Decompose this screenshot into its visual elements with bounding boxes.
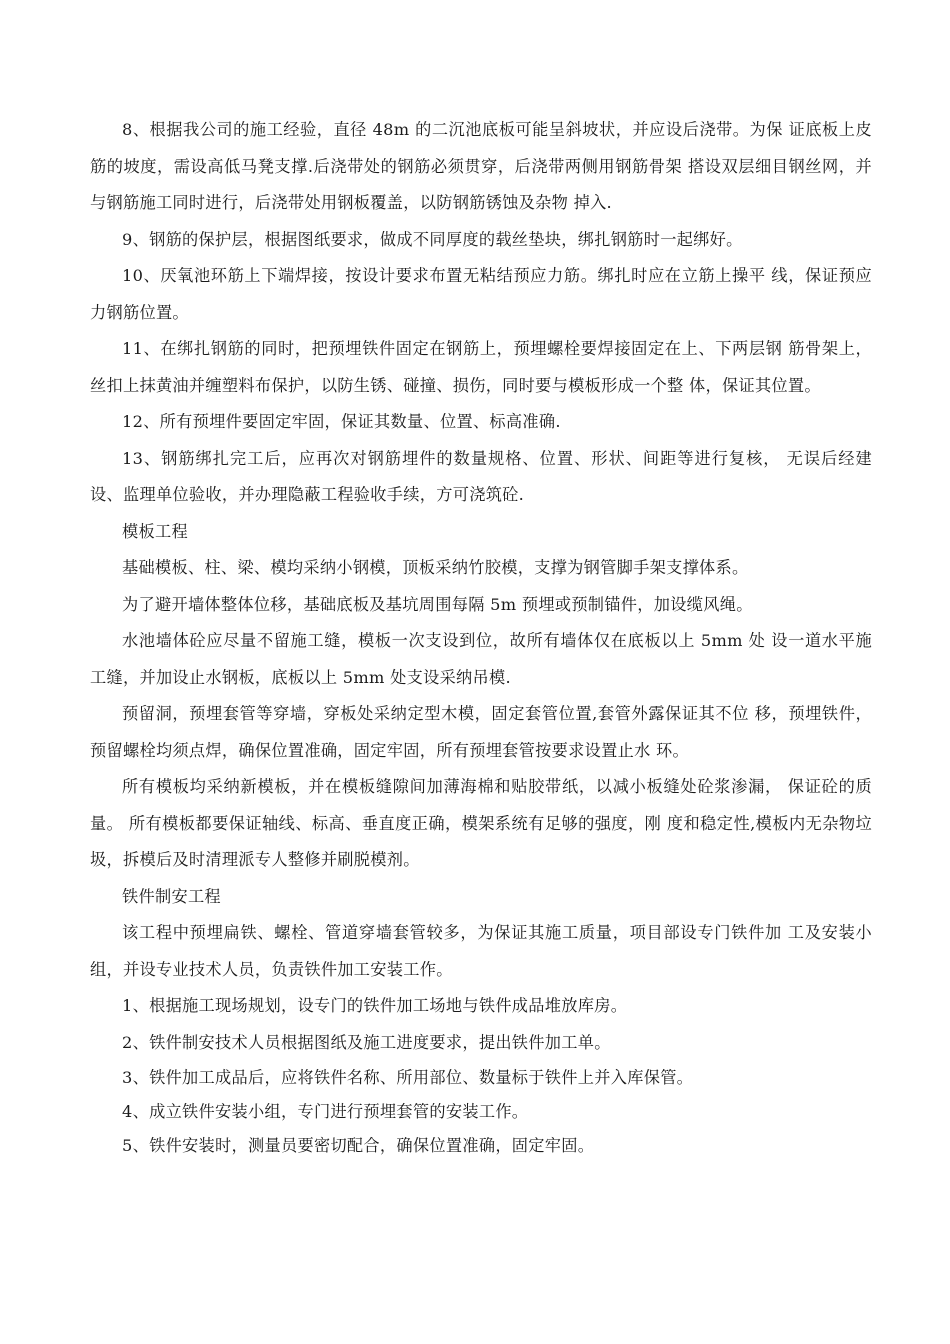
paragraph-iron-3: 3、铁件加工成品后，应将铁件名称、所用部位、数量标于铁件上并入库保管。 xyxy=(122,1068,694,1087)
paragraph-iron-4: 4、成立铁件安装小组，专门进行预埋套管的安装工作。 xyxy=(122,1102,529,1121)
paragraph-iron-1: 1、根据施工现场规划，设专门的铁件加工场地与铁件成品堆放库房。 xyxy=(122,996,628,1015)
section-heading-formwork: 模板工程 xyxy=(122,521,188,541)
paragraph-formwork-2: 为了避开墙体整体位移，基础底板及基坑周围每隔 5m 预埋或预制锚件，加设缆风绳。 xyxy=(122,594,753,614)
paragraph-rebar-10: 10、厌氧池环筋上下端焊接，按设计要求布置无粘结预应力筋。绑扎时应在立筋上操平 线，保证预应力钢筋位置。 xyxy=(90,266,872,322)
section-heading-iron-parts: 铁件制安工程 xyxy=(122,886,221,906)
paragraph-rebar-11: 11、在绑扎钢筋的同时，把预埋铁件固定在钢筋上，预埋螺栓要焊接固定在上、下两层钢 筋骨架上，丝扣上抹黄油并缠塑料布保护，以防生锈、碰撞、损伤，同时要与模板形成一个整 体，保证其位置。 xyxy=(90,339,872,395)
paragraph-iron-intro: 该工程中预埋扁铁、螺栓、管道穿墙套管较多，为保证其施工质量，项目部设专门铁件加 工及安装小组，并设专业技术人员，负责铁件加工安装工作。 xyxy=(90,923,872,979)
paragraph-iron-5: 5、铁件安装时，测量员要密切配合，确保位置准确，固定牢固。 xyxy=(122,1136,595,1155)
paragraph-rebar-9: 9、钢筋的保护层，根据图纸要求，做成不同厚度的载丝垫块，绑扎钢筋时一起绑好。 xyxy=(122,229,743,249)
paragraph-formwork-5: 所有模板均采纳新模板，并在模板缝隙间加薄海棉和贴胶带纸，以减小板缝处砼浆渗漏， 保证砼的质量。 所有模板都要保证轴线、标高、垂直度正确，模架系统有足够的强度，刚 度和稳定性,模板内无杂物垃圾，拆模后及时清理派专人整修并刷脱模剂。 xyxy=(90,777,872,869)
paragraph-rebar-12: 12、所有预埋件要固定牢固，保证其数量、位置、标高准确. xyxy=(122,412,561,431)
paragraph-formwork-3: 水池墙体砼应尽量不留施工缝，模板一次支设到位，故所有墙体仅在底板以上 5mm 处 设一道水平施工缝，并加设止水钢板，底板以上 5mm 处支设采纳吊模. xyxy=(90,631,872,687)
paragraph-rebar-13: 13、钢筋绑扎完工后，应再次对钢筋埋件的数量规格、位置、形状、间距等进行复核， 无误后经建设、监理单位验收，并办理隐蔽工程验收手续，方可浇筑砼. xyxy=(90,448,872,504)
paragraph-formwork-4: 预留洞，预埋套管等穿墙，穿板处采纳定型木模，固定套管位置,套管外露保证其不位 移，预埋铁件，预留螺栓均须点焊，确保位置准确，固定牢固，所有预埋套管按要求设置止水 环。 xyxy=(90,704,872,760)
paragraph-rebar-8: 8、根据我公司的施工经验，直径 48m 的二沉池底板可能呈斜坡状，并应设后浇带。为保 证底板上皮筋的坡度，需设高低马凳支撑.后浇带处的钢筋必须贯穿，后浇带两侧用钢筋骨架 搭设双层细目钢丝网，并与钢筋施工同时进行，后浇带处用钢板覆盖，以防钢筋锈蚀及杂物 掉入. xyxy=(90,120,872,212)
document-body xyxy=(90,112,872,1163)
paragraph-formwork-1: 基础模板、柱、梁、模均采纳小钢模，顶板采纳竹胶模，支撑为钢管脚手架支撑体系。 xyxy=(122,558,749,577)
paragraph-iron-2: 2、铁件制安技术人员根据图纸及施工进度要求，提出铁件加工单。 xyxy=(122,1032,611,1052)
